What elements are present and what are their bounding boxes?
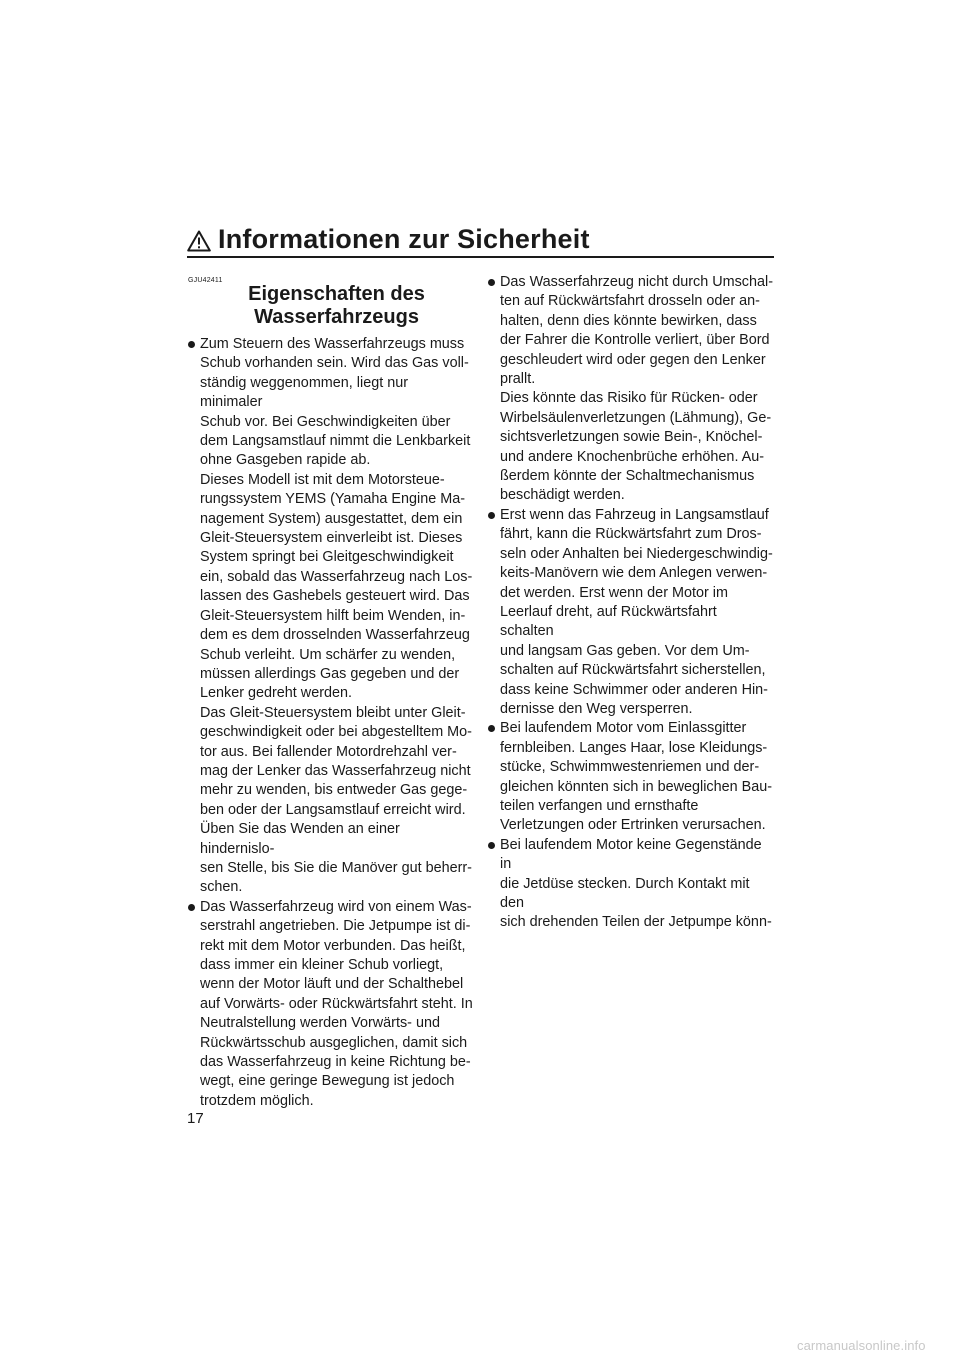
- left-bullet-list: [187, 335, 474, 1111]
- warning-triangle-icon: [187, 230, 211, 252]
- bullet-paragraph: Das Wasserfahrzeug wird von einem Was- serstrahl angetrieben. Die Jetpumpe ist di- rekt mit dem Motor verbunden. Das heißt, dass immer ein kleiner Schub vorliegt, wenn der Motor läuft und der Schalthebel auf Vorwärts- oder Rückwärtsfahrt steht. In Neutralstellung werden Vorwärts- und Rückwärtsschub ausgeglichen, damit sich das Wasserfahrzeug in keine Richtung be- wegt, eine geringe Bewegung ist jedoch trotzdem möglich.: [200, 898, 473, 1109]
- footer-watermark: carmanualsonline.info: [797, 1338, 926, 1353]
- bullet-item: [487, 506, 774, 719]
- section-title-text: Eigenschaften des Wasserfahrzeugs: [248, 283, 425, 328]
- right-bullet-list: [487, 273, 774, 933]
- bullet-dot-icon: [488, 842, 495, 849]
- left-column: [187, 277, 474, 1111]
- bullet-paragraph: Das Wasserfahrzeug nicht durch Umschal- ten auf Rückwärtsfahrt drosseln oder an- halten, denn dies könnte bewirken, dass der Fahrer die Kontrolle verliert, über Bord geschleudert wird oder gegen den Lenker prallt.: [500, 274, 773, 388]
- bullet-paragraph: Bei laufendem Motor keine Gegenstände in die Jetdüse stecken. Durch Kontakt mit den sich drehenden Teilen der Jetpumpe könn-: [500, 836, 772, 931]
- page-title: Informationen zur Sicherheit: [218, 224, 590, 254]
- bullet-item: [187, 335, 474, 898]
- bullet-item: [187, 898, 474, 1111]
- bullet-paragraph: Zum Steuern des Wasserfahrzeugs muss Schub vorhanden sein. Wird das Gas voll- ständig weggenommen, liegt nur minimaler Schub vor. Bei Geschwindigkeiten über dem Langsamstlauf nimmt die Lenkbarkeit ohne Gasgeben rapide ab.: [200, 336, 471, 469]
- bullet-dot-icon: [488, 279, 495, 286]
- bullet-paragraph: Bei laufendem Motor vom Einlassgitter fernbleiben. Langes Haar, lose Kleidungs- stücke, Schwimmwestenriemen und der- gleichen könnten sich in beweglichen Bau- teilen verfangen und ernsthafte Verletzungen oder Ertrinken verursachen.: [500, 720, 773, 834]
- bullet-dot-icon: [488, 512, 495, 519]
- section-title: [187, 283, 474, 329]
- bullet-dot-icon: [188, 904, 195, 911]
- page-header: [187, 226, 774, 256]
- bullet-dot-icon: [488, 725, 495, 732]
- bullet-paragraph: Dies könnte das Risiko für Rücken- oder Wirbelsäulenverletzungen (Lähmung), Ge- sichtsverletzungen sowie Bein-, Knöchel- und andere Knochenbrüche erhöhen. Au- ßerdem könnte der Schaltmechanismus beschädigt werden.: [500, 390, 772, 504]
- bullet-item: [487, 719, 774, 835]
- bullet-paragraph: Das Gleit-Steuersystem bleibt unter Gleit- geschwindigkeit oder bei abgestelltem Mo- tor aus. Bei fallender Motordrehzahl ver- mag der Lenker das Wasserfahrzeug nicht mehr zu wenden, bis entweder Gas gege- ben oder der Langsamstlauf erreicht wird. Üben Sie das Wenden an einer hindernislo- sen Stelle, bis Sie die Manöver gut beherr- schen.: [200, 704, 472, 896]
- bullet-dot-icon: [188, 341, 195, 348]
- bullet-paragraph: Dieses Modell ist mit dem Motorsteue- rungssystem YEMS (Yamaha Engine Ma- nagement System) ausgestattet, dem ein Gleit-Steuersystem einverleibt ist. Dieses System springt bei Gleitgeschwindigkeit ein, sobald das Wasserfahrzeug nach Los- lassen des Gashebels gesteuert wird. Das Gleit-Steuersystem hilft beim Wenden, in- dem es dem drosselnden Wasserfahrzeug Schub verleiht. Um schärfer zu wenden, müssen allerdings Gas gegeben und der Lenker gedreht werden.: [200, 471, 473, 702]
- page-number: 17: [187, 1110, 204, 1127]
- right-column: [487, 273, 774, 933]
- section-code: GJU42411: [188, 277, 223, 284]
- bullet-item: [487, 836, 774, 933]
- bullet-item: [487, 273, 774, 506]
- header-divider: [187, 256, 774, 258]
- bullet-paragraph: Erst wenn das Fahrzeug in Langsamstlauf fährt, kann die Rückwärtsfahrt zum Dros- seln oder Anhalten bei Niedergeschwindig- keits-Manövern wie dem Anlegen verwen- det werden. Erst wenn der Motor im Leerlauf dreht, auf Rückwärtsfahrt schalten und langsam Gas geben. Vor dem Um- schalten auf Rückwärtsfahrt sicherstellen, dass keine Schwimmer oder anderen Hin- dernisse den Weg versperren.: [500, 506, 773, 717]
